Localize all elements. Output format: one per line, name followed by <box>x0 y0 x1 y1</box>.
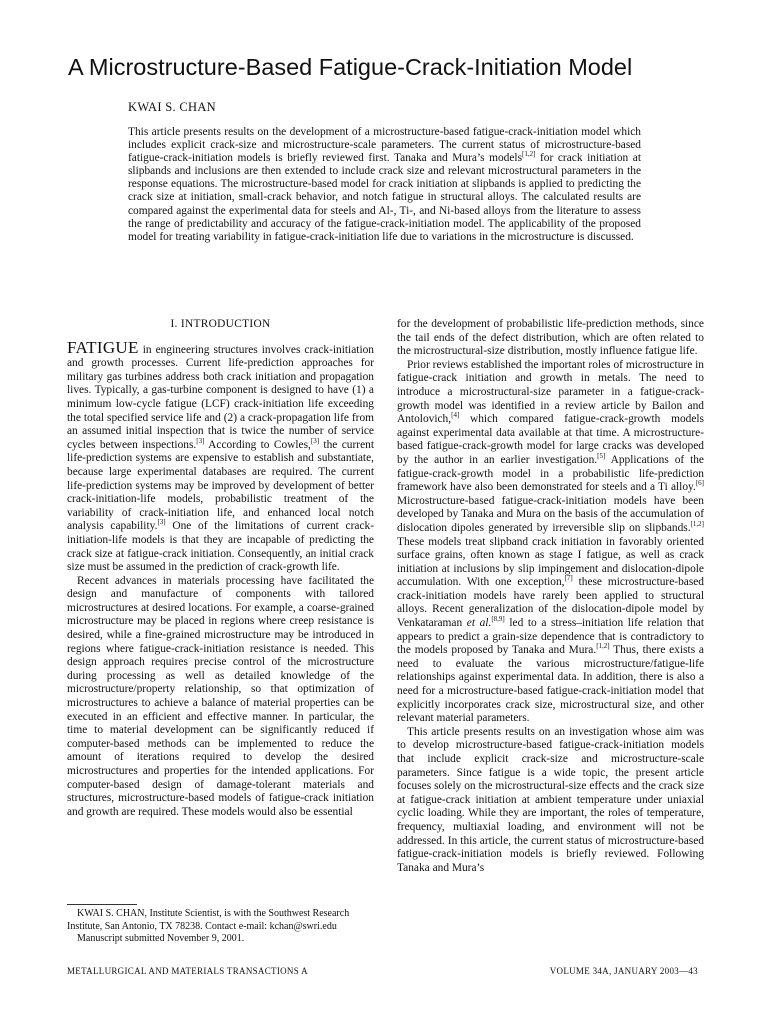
right-column <box>397 318 704 875</box>
paragraph-text: Thus, there exists a need to evaluate the various microstructure/fatigue-life relationships against experimental data. In addition, there is also a need for a microstructure-based fatigue-crack-initiation model that explicitly incorporates crack size, microstructural size, and other relevant material parameters. <box>397 644 704 725</box>
paragraph-text: According to Cowles, <box>204 438 311 451</box>
paragraph-text: led to a stress–initiation life relation that appears to predict a grain-size dependence that is contradictory to the models proposed by Tanaka and Mura. <box>397 617 705 657</box>
citation: [6] <box>695 479 704 488</box>
paragraph: Recent advances in materials processing have facilitated the design and manufacture of components with tailored microstructures at desired locations. For example, a coarse-grained microstructure may be placed in regions where creep resistance is desired, while a fine-grained microstructure may be introduced in regions where fatigue-crack-initiation resistance is needed. This design approach requires precise control of the microstructure during processing as well as detailed knowledge of the microstructure/property relationship, so that optimization of microstructures to achieve a balance of material properties can be executed in an efficient and effective manner. In particular, the time to material development can be significantly reduced if computer-based methods can be implemented to reduce the amount of iterations required to develop the desired microstructures and properties for the intended applications. For computer-based design of damage-tolerant materials and structures, microstructure-based models of fatigue-crack initiation and growth are required. These models would also be essential <box>67 574 374 818</box>
paper-title: A Microstructure-Based Fatigue-Crack-Initiation Model <box>68 54 633 80</box>
dropcap-word: FATIGUE <box>67 337 139 357</box>
paragraph <box>67 337 374 575</box>
citation: [5] <box>597 452 606 461</box>
volume-page: VOLUME 34A, JANUARY 2003—43 <box>549 966 698 976</box>
paragraph-text: in engineering structures involves crack-initiation and growth processes. Current life-prediction approaches for military gas turbines address both crack initiation and propagation lives. Typically, a gas-turbine component is designed to have (1) a minimum low-cycle fatigue (LCF) crack-initiation life exceeding the total specified service life and (2) a crack-propagation life from an assumed initial inspection that is twice the number of service cycles between inspections. <box>67 343 374 451</box>
paragraph <box>397 359 704 726</box>
abstract-text: for crack initiation at slipbands and inclusions are then extended to include crack size and relevant microstructural parameters in the response equations. The microstructure-based model for crack initiation at slipbands is applied to predicting the crack size at initiation, small-crack behavior, and notch fatigue in structural alloys. The calculated results are compared against the experimental data for steels and Al-, Ti-, and Ni-based alloys from the literature to assess the range of predictability and accuracy of the fatigue-crack-initiation model. The applicability of the proposed model for treating variability in fatigue-crack-initiation life due to variations in the microstructure is discussed. <box>128 152 642 243</box>
citation: [7] <box>564 574 573 583</box>
paragraph-text: These models treat slipband crack initiation in favorably oriented surface grains, often known as stage I fatigue, as well as crack initiation at inclusions by slip impingement and dislocation-dipole accumulation. With one exception, <box>397 535 704 589</box>
footnote-author: KWAI S. CHAN, Institute Scientist, is with the Southwest Research Institute, San Antonio, TX 78238. Contact e-mail: kchan@swri.edu <box>67 908 350 932</box>
paragraph-text: the current life-prediction systems are expensive to establish and substantiate, because large experimental databases are required. The current life-prediction systems may be improved by development of better crack-initiation-life models, probabilistic treatment of the variability of crack-initiation life, and enhanced local notch analysis capability. <box>67 438 374 533</box>
paragraph: for the development of probabilistic life-prediction methods, since the tail ends of the defect distribution, which are often related to the microstructural-size distribution, mostly influence fatigue life. <box>397 318 704 358</box>
citation: [3] <box>310 436 320 445</box>
footnote-manuscript: Manuscript submitted November 9, 2001. <box>77 933 245 944</box>
et-al: et al. <box>466 617 492 630</box>
left-column <box>67 318 374 819</box>
citation: [4] <box>451 411 460 420</box>
paragraph-text: Microstructure-based fatigue-crack-initiation models have been developed by Tanaka and Mura on the basis of the accumulation of dislocation dipoles generated by irreversible slip on slipbands. <box>397 494 704 534</box>
section-heading: I. INTRODUCTION <box>170 318 271 330</box>
paragraph-text: which compared fatigue-crack-growth models against experimental data available at that time. A microstructure-based fatigue-crack-growth model for large cracks was developed by the author in an earlier investigation. <box>397 413 704 466</box>
journal-name: METALLURGICAL AND MATERIALS TRANSACTIONS A <box>67 966 308 976</box>
footnote-rule <box>67 904 137 905</box>
abstract <box>128 126 641 244</box>
paragraph-text: Applications of the fatigue-crack-growth model in a probabilistic life-prediction framework have also been demonstrated for steels and a Ti alloy. <box>397 453 704 494</box>
paragraph: This article presents results on an investigation whose aim was to develop microstructure-based fatigue-crack-initiation models that include explicit crack-size and microstructure-scale parameters. Since fatigue is a wide topic, the present article focuses solely on the microstructural-size effects and the crack size at fatigue-crack initiation at ambient temperature under uniaxial cyclic loading. While they are important, the roles of temperature, frequency, multiaxial loading, and environment will not be addressed. In this article, the current status of microstructure-based fatigue-crack-initiation models is briefly reviewed. Following Tanaka and Mura’s <box>397 725 704 874</box>
paragraph-text: these microstructure-based crack-initiation models have rarely been applied to structural alloys. Recent generalization of the dislocation-dipole model by Venkataraman <box>397 576 705 630</box>
citation: [1,2] <box>522 150 536 159</box>
paragraph-text: Prior reviews established the important roles of microstructure in fatigue-crack initiation and growth in metals. The need to introduce a microstructural-size parameter in a fatigue-crack-growth model was identified in a review article by Bailon and Antolovich, <box>397 358 704 426</box>
abstract-text: This article presents results on the development of a microstructure-based fatigue-crack-initiation model which includes explicit crack-size and microstructure-scale parameters. The current status of microstructure-based fatigue-crack-initiation models is briefly reviewed first. Tanaka and Mura’s models <box>128 126 641 165</box>
paragraph-text: One of the limitations of current crack-initiation-life models is that they are incapable of predicting the crack size at fatigue-crack initiation. Consequently, an initial crack size must be assumed in the prediction of crack-growth life. <box>67 520 374 574</box>
author-name: KWAI S. CHAN <box>128 100 216 114</box>
citation: [3] <box>196 436 205 445</box>
citation: [1,2] <box>690 520 704 529</box>
citation: [8,9] <box>491 615 505 624</box>
footnote <box>67 908 374 946</box>
citation: [3] <box>157 518 166 527</box>
citation: [1,2] <box>596 642 610 651</box>
